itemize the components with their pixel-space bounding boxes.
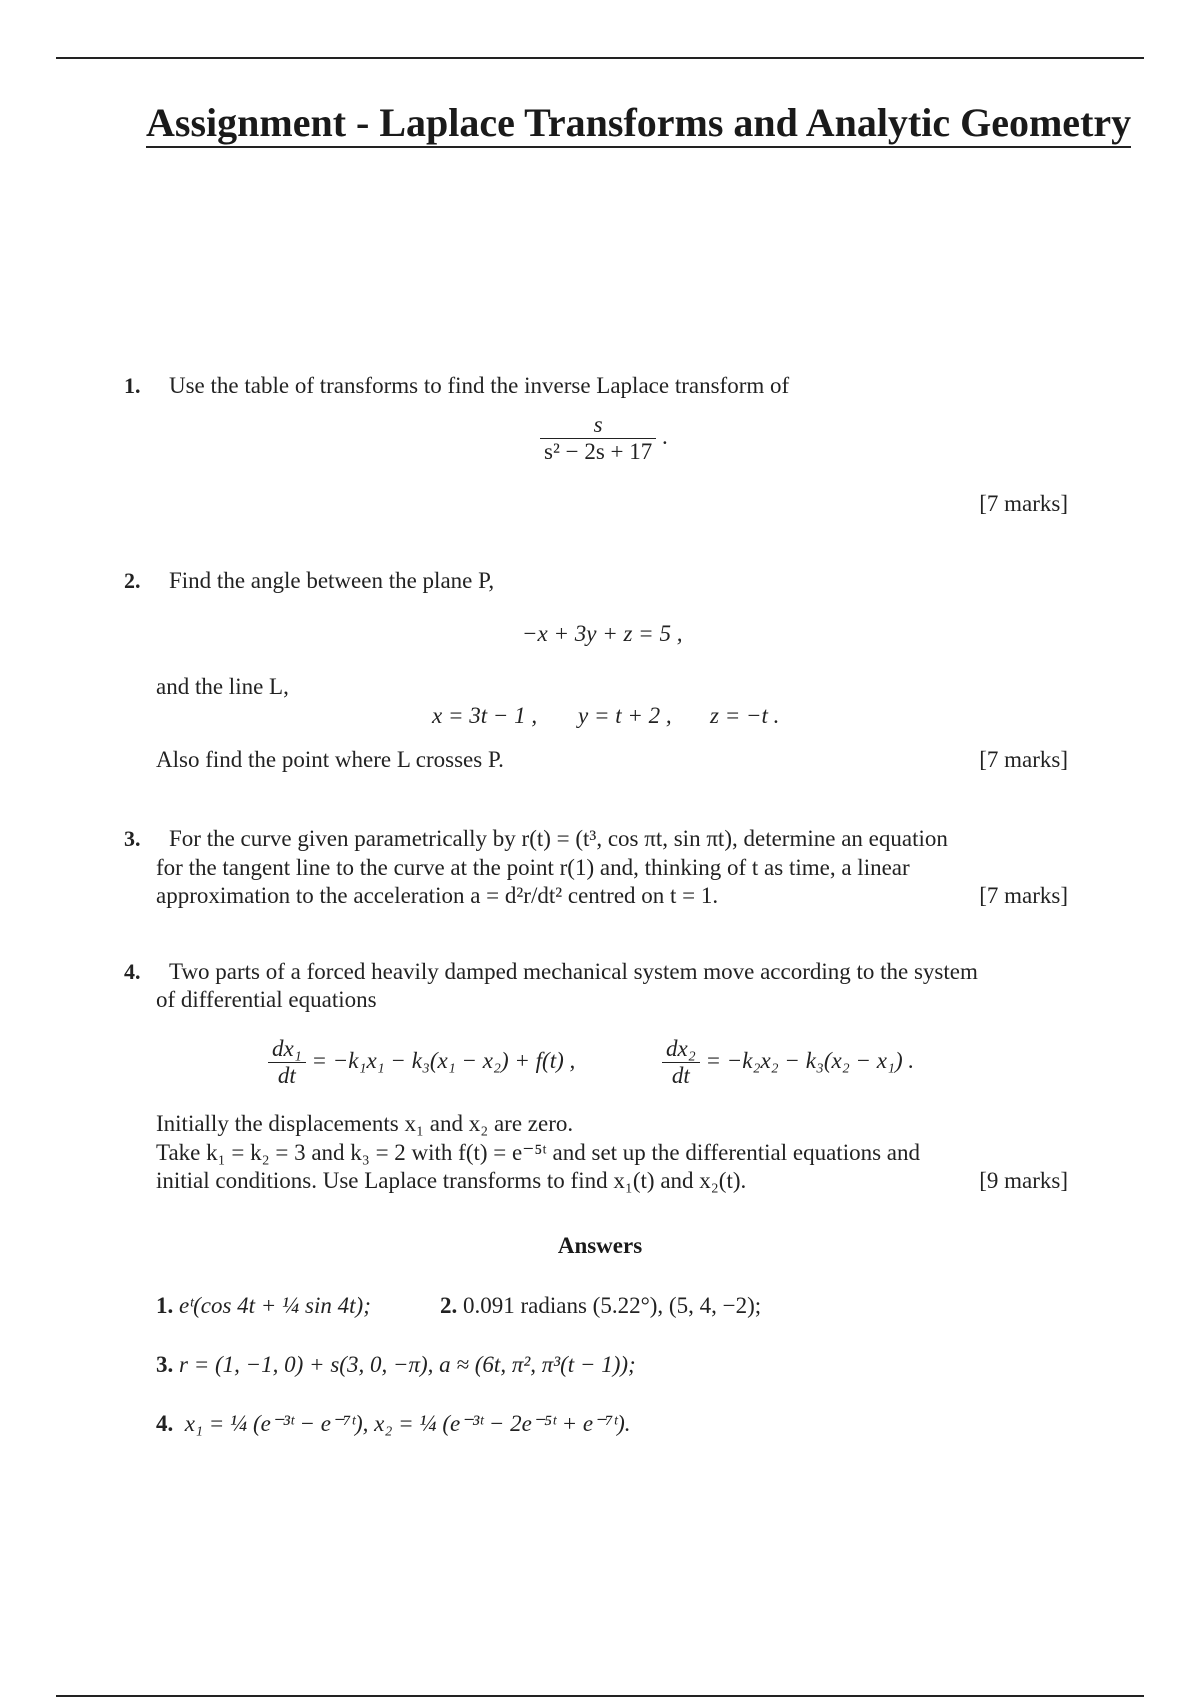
- q4-eq2-denominator: dt: [662, 1062, 700, 1089]
- answer-4-text: x₁ = ¼ (e⁻³ᵗ − e⁻⁷ᵗ), x₂ = ¼ (e⁻³ᵗ − 2e⁻⁵ᵗ + e⁻⁷ᵗ).: [184, 1411, 631, 1436]
- q1-numerator: s: [593, 412, 603, 437]
- q2-plane-equation: −x + 3y + z = 5 ,: [522, 621, 683, 646]
- answer-4: [156, 1410, 631, 1438]
- q1-marks: [7 marks]: [979, 491, 1068, 516]
- q4-eq2-numerator: dx₂: [666, 1036, 696, 1061]
- answer-3: [156, 1351, 636, 1379]
- answer-1-number: 1.: [156, 1293, 174, 1318]
- q4-marks: [9 marks]: [979, 1168, 1068, 1193]
- bottom-rule: [56, 1695, 1144, 1697]
- q1-number: 1.: [124, 373, 141, 398]
- answer-2-number: 2.: [440, 1293, 458, 1318]
- q4-line4: Take k₁ = k₂ = 3 and k₃ = 2 with f(t) = e⁻⁵ᵗ and set up the differential equations and: [156, 1140, 920, 1165]
- answer-1: [156, 1292, 371, 1320]
- q4-line2: of differential equations: [156, 987, 377, 1012]
- q3-line1: For the curve given parametrically by r(t) = (t³, cos πt, sin πt), determine an equation: [169, 826, 948, 851]
- q4-eq2-rhs: = −k₂x₂ − k₃(x₂ − x₁) .: [705, 1047, 915, 1073]
- answer-1-text: eᵗ(cos 4t + ¼ sin 4t);: [179, 1293, 371, 1318]
- q1-denominator: s² − 2s + 17: [540, 438, 656, 465]
- q2-line-x: x = 3t − 1 ,: [432, 703, 538, 728]
- answer-3-number: 3.: [156, 1352, 174, 1377]
- q3-marks: [7 marks]: [979, 883, 1068, 908]
- q3-number: 3.: [124, 826, 141, 851]
- q1-fraction: $\frac{s}{\text{s² − 2s + 17}}$ .: [540, 412, 668, 465]
- q2-text1: Find the angle between the plane P,: [169, 568, 495, 593]
- q2-line-y: y = t + 2 ,: [578, 703, 672, 728]
- answer-2: [440, 1292, 761, 1320]
- q2-line-z: z = −t .: [710, 703, 780, 728]
- q3-line3: approximation to the acceleration a = d²r/dt² centred on t = 1.: [156, 883, 719, 908]
- q3-line2: for the tangent line to the curve at the point r(1) and, thinking of t as time, a linear: [156, 855, 910, 880]
- q4-line3: Initially the displacements x₁ and x₂ are zero.: [156, 1111, 574, 1136]
- q4-equation-1: [268, 1036, 575, 1089]
- q2-text2: and the line L,: [156, 674, 289, 699]
- page-title: Assignment - Laplace Transforms and Analytic Geometry: [146, 98, 1126, 148]
- q1-text: Use the table of transforms to find the inverse Laplace transform of: [169, 373, 790, 398]
- q2-marks: [7 marks]: [979, 747, 1068, 772]
- q4-eq1-rhs: = −k₁x₁ − k₃(x₁ − x₂) + f(t) ,: [311, 1047, 576, 1073]
- answer-4-number: 4.: [156, 1411, 174, 1436]
- answer-3-text: r = (1, −1, 0) + s(3, 0, −π), a ≈ (6t, π², π³(t − 1));: [179, 1352, 636, 1377]
- q4-number: 4.: [124, 959, 141, 984]
- answer-2-text: 0.091 radians (5.22°), (5, 4, −2);: [463, 1293, 762, 1318]
- q4-equation-2: [662, 1036, 914, 1089]
- q4-eq1-denominator: dt: [268, 1062, 306, 1089]
- top-rule: [56, 57, 1144, 59]
- q4-eq1-numerator: dx₁: [272, 1036, 302, 1061]
- answers-heading: Answers: [557, 1233, 643, 1258]
- q2-text3: Also find the point where L crosses P.: [156, 747, 504, 772]
- q2-number: 2.: [124, 568, 141, 593]
- q4-line5: initial conditions. Use Laplace transforms to find x₁(t) and x₂(t).: [156, 1168, 747, 1193]
- q4-line1: Two parts of a forced heavily damped mechanical system move according to the system: [169, 959, 978, 984]
